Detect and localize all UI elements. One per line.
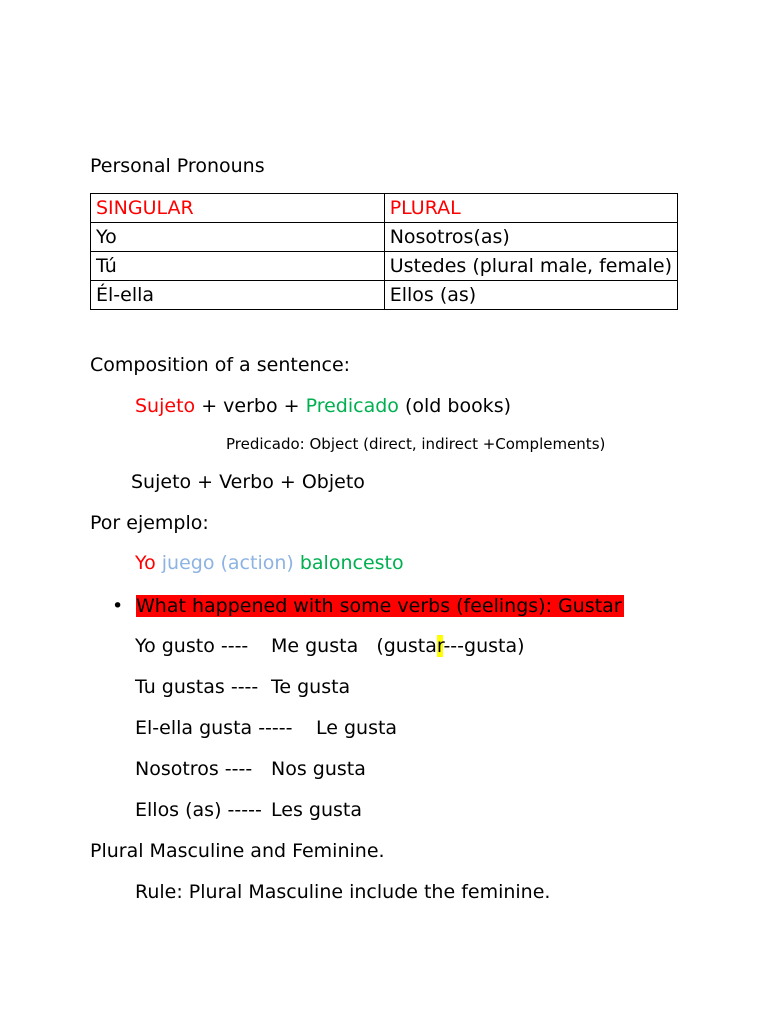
cell-singular: Tú <box>91 252 385 281</box>
conjugation-right: Te gusta <box>271 676 351 698</box>
bullet-text: What happened with some verbs (feelings): Gustar <box>136 595 622 617</box>
conjugation-left: Tu gustas ---- <box>135 676 259 698</box>
composition-heading: Composition of a sentence: <box>90 354 351 376</box>
conjugation-right: Nos gusta <box>271 758 366 780</box>
cell-singular: Él-ella <box>91 281 385 310</box>
page-title: Personal Pronouns <box>90 155 265 177</box>
formula2-line: Sujeto + Verbo + Objeto <box>131 471 365 493</box>
example-baloncesto: baloncesto <box>293 552 404 574</box>
conjugation-right-pre: Me gusta (gusta <box>271 635 437 657</box>
pronoun-table <box>90 193 678 310</box>
table-row <box>91 223 678 252</box>
conjugation-left: Yo gusto ---- <box>135 635 249 657</box>
table-header-row <box>91 194 678 223</box>
example-yo: Yo <box>135 552 156 574</box>
conjugation-right <box>271 634 525 658</box>
predicado-text: Predicado <box>305 395 399 417</box>
conjugation-right: Le gusta <box>316 717 398 739</box>
plural-heading: Plural Masculine and Feminine. <box>90 840 385 862</box>
conjugation-left: El-ella gusta ----- <box>135 717 293 739</box>
old-books-text: (old books) <box>398 395 512 417</box>
bullet-item <box>112 593 624 619</box>
header-singular: SINGULAR <box>91 194 385 223</box>
example-heading: Por ejemplo: <box>90 512 209 534</box>
cell-singular: Yo <box>91 223 385 252</box>
highlighted-letter: r <box>436 635 444 657</box>
cell-plural: Ustedes (plural male, female) <box>384 252 677 281</box>
conjugation-left: Nosotros ---- <box>135 758 253 780</box>
table-row <box>91 252 678 281</box>
cell-plural: Ellos (as) <box>384 281 677 310</box>
plus-verbo-text: + verbo + <box>195 395 306 417</box>
example-juego: juego (action) <box>155 552 294 574</box>
sujeto-text: Sujeto <box>135 395 196 417</box>
table-row <box>91 281 678 310</box>
example-line <box>135 551 404 575</box>
header-plural: PLURAL <box>384 194 677 223</box>
predicado-note: Predicado: Object (direct, indirect +Complements) <box>226 435 606 453</box>
bullet-icon: • <box>112 595 124 617</box>
conjugation-right: Les gusta <box>271 799 362 821</box>
rule-text: Rule: Plural Masculine include the feminine. <box>135 881 551 903</box>
cell-plural: Nosotros(as) <box>384 223 677 252</box>
conjugation-left: Ellos (as) ----- <box>135 799 262 821</box>
conjugation-right-post: ---gusta) <box>443 635 525 657</box>
formula-line <box>135 394 511 418</box>
